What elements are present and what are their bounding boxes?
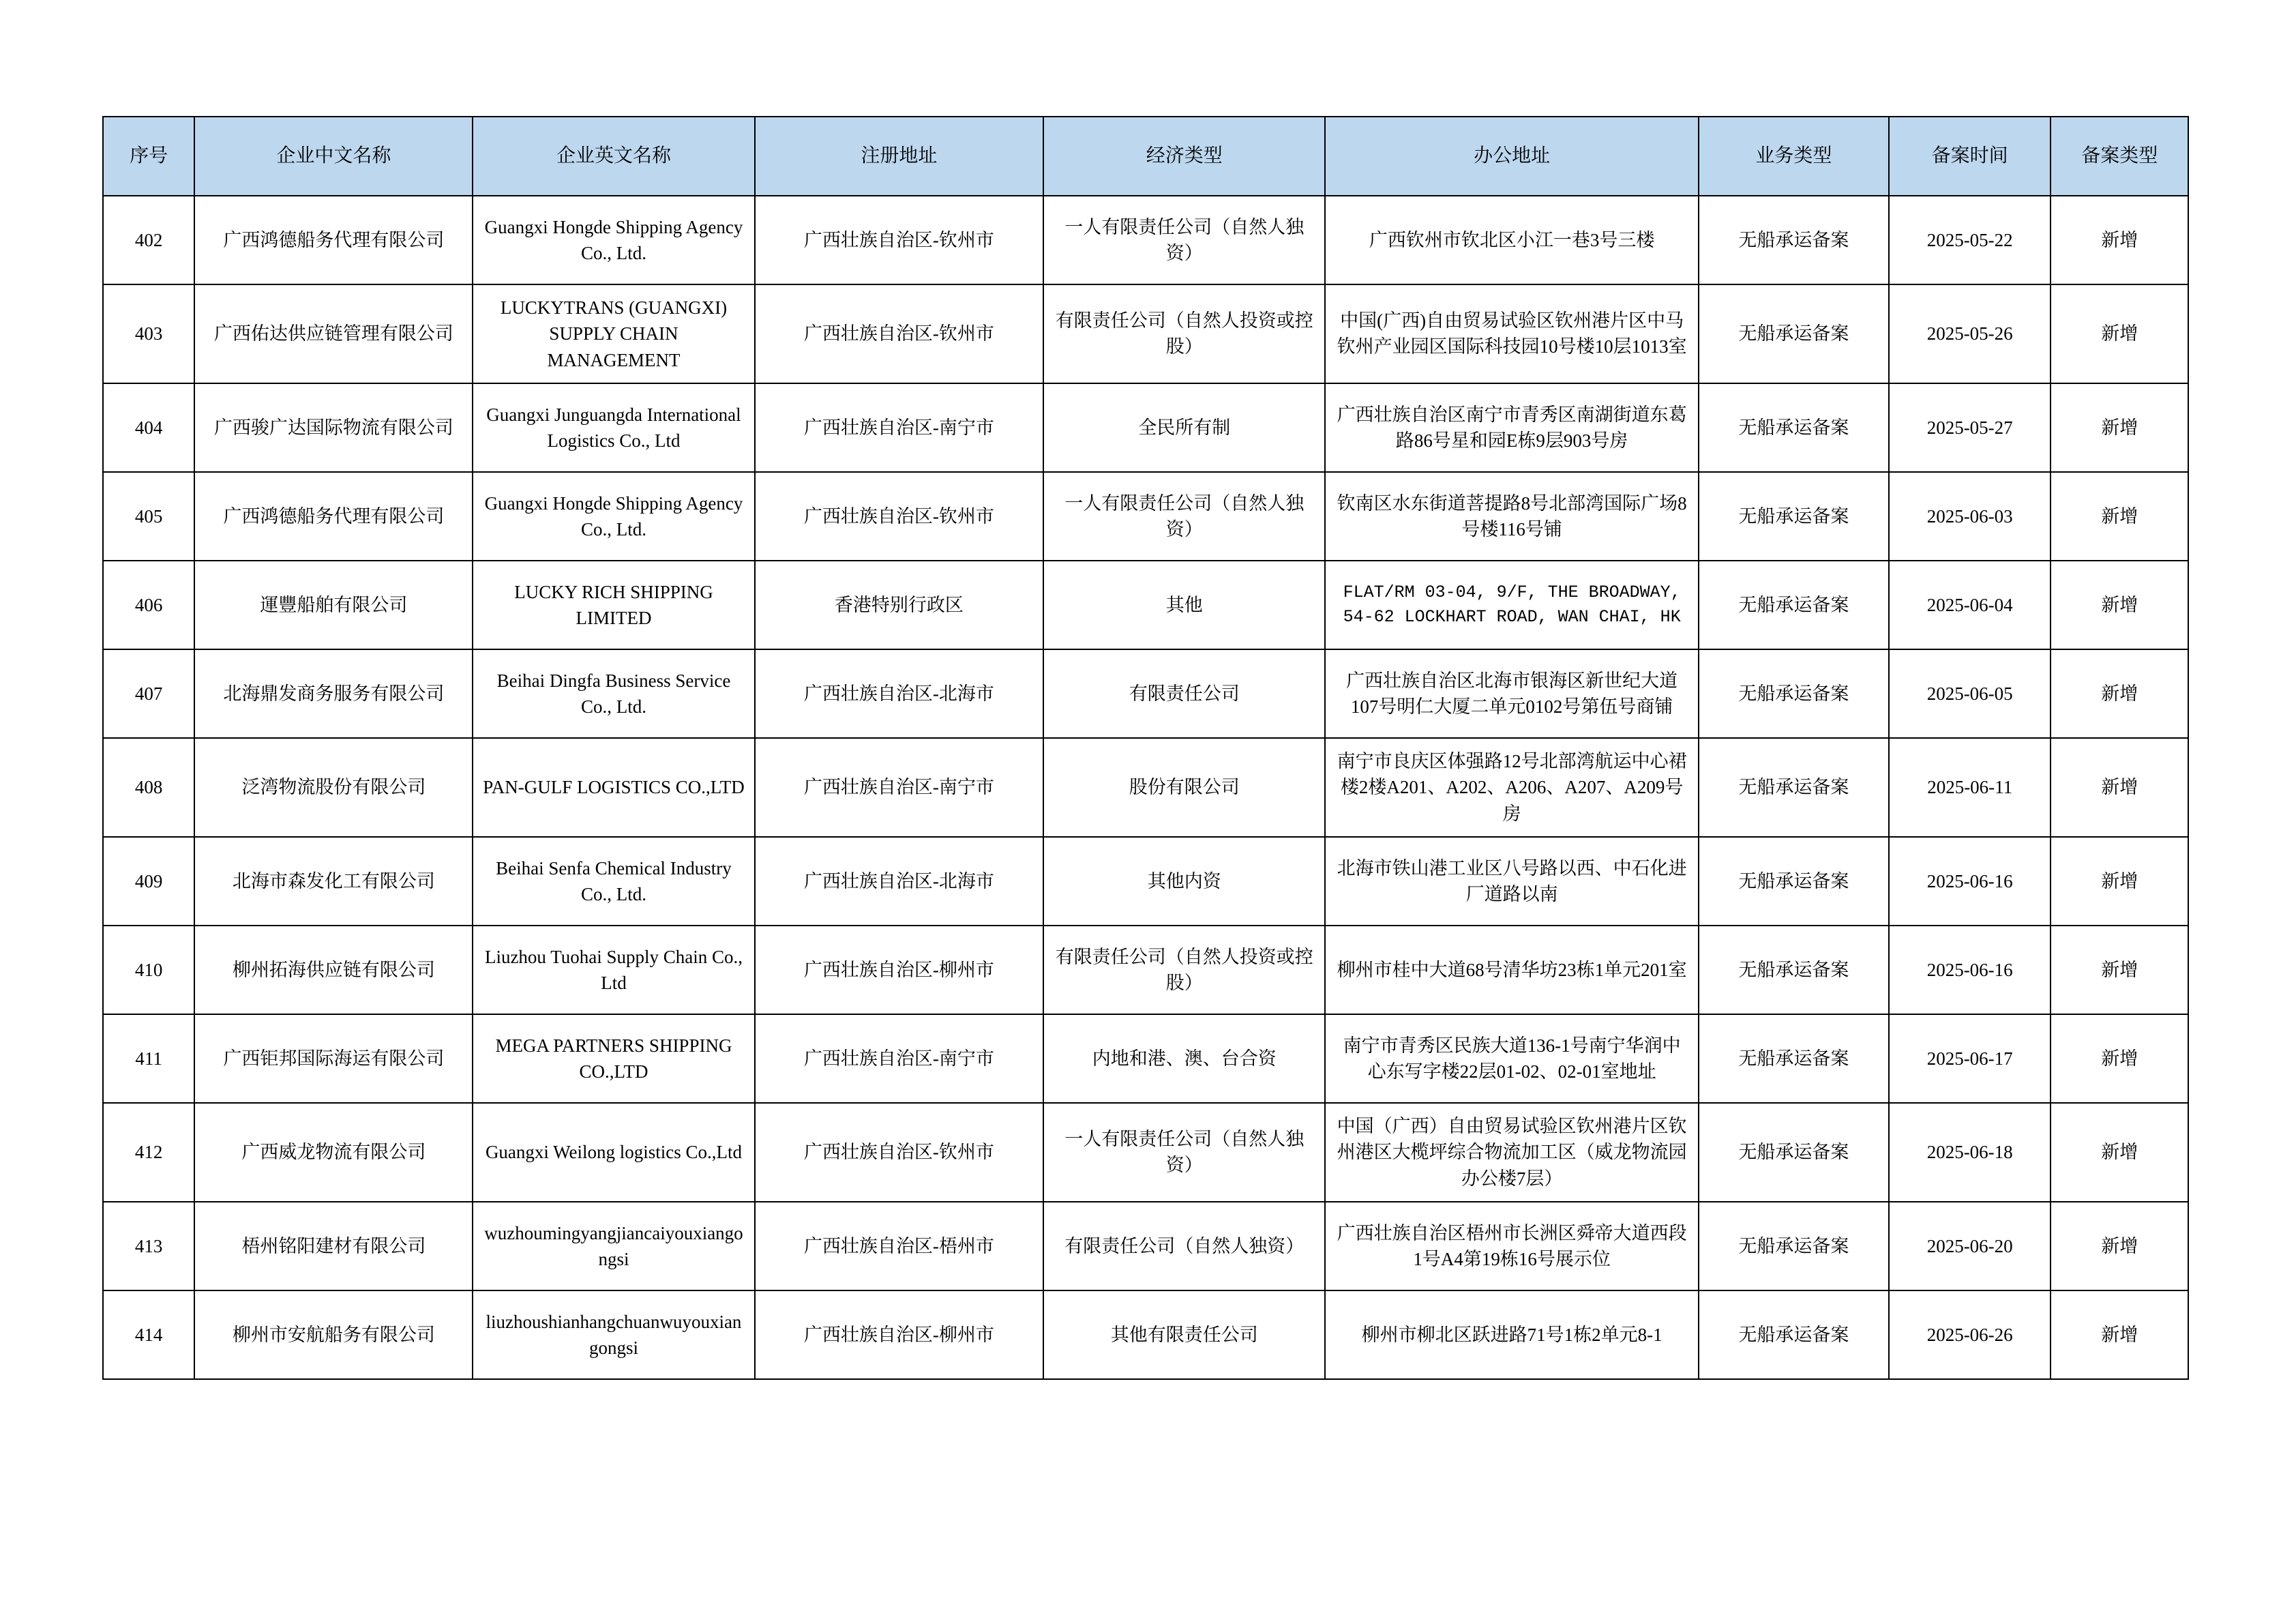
- cell-name-cn: 運豐船舶有限公司: [194, 561, 473, 649]
- cell-seq: 406: [103, 561, 194, 649]
- cell-reg-address: 广西壮族自治区-南宁市: [755, 383, 1044, 472]
- table-row: [103, 472, 2188, 561]
- cell-office-address: 钦南区水东街道菩提路8号北部湾国际广场8号楼116号铺: [1325, 472, 1699, 561]
- cell-name-en: Beihai Dingfa Business Service Co., Ltd.: [473, 649, 754, 738]
- cell-economy-type: 有限责任公司: [1043, 649, 1325, 738]
- cell-business-type: 无船承运备案: [1699, 1014, 1889, 1103]
- cell-name-en: PAN-GULF LOGISTICS CO.,LTD: [473, 738, 754, 837]
- cell-reg-address: 广西壮族自治区-钦州市: [755, 1103, 1044, 1202]
- cell-office-address: 广西壮族自治区北海市银海区新世纪大道107号明仁大厦二单元0102号第伍号商铺: [1325, 649, 1699, 738]
- table-row: [103, 1103, 2188, 1202]
- table-row: [103, 383, 2188, 472]
- cell-name-cn: 广西佑达供应链管理有限公司: [194, 284, 473, 383]
- cell-record-type: 新增: [2051, 1290, 2188, 1379]
- table-header-row: [103, 117, 2188, 196]
- cell-seq: 411: [103, 1014, 194, 1103]
- cell-seq: 403: [103, 284, 194, 383]
- cell-reg-address: 广西壮族自治区-南宁市: [755, 738, 1044, 837]
- cell-economy-type: 一人有限责任公司（自然人独资）: [1043, 196, 1325, 284]
- table-row: [103, 926, 2188, 1014]
- cell-business-type: 无船承运备案: [1699, 196, 1889, 284]
- cell-business-type: 无船承运备案: [1699, 926, 1889, 1014]
- cell-office-address: 广西钦州市钦北区小江一巷3号三楼: [1325, 196, 1699, 284]
- cell-name-en: liuzhoushianhangchuanwuyouxiangongsi: [473, 1290, 754, 1379]
- column-header-record-date: 备案时间: [1889, 117, 2051, 196]
- table-row: [103, 649, 2188, 738]
- column-header-economy-type: 经济类型: [1043, 117, 1325, 196]
- cell-name-cn: 北海鼎发商务服务有限公司: [194, 649, 473, 738]
- cell-record-type: 新增: [2051, 196, 2188, 284]
- cell-economy-type: 其他: [1043, 561, 1325, 649]
- cell-record-type: 新增: [2051, 1014, 2188, 1103]
- table-row: [103, 196, 2188, 284]
- cell-reg-address: 香港特别行政区: [755, 561, 1044, 649]
- cell-business-type: 无船承运备案: [1699, 561, 1889, 649]
- cell-name-cn: 柳州市安航船务有限公司: [194, 1290, 473, 1379]
- table-row: [103, 1202, 2188, 1290]
- cell-name-cn: 广西钜邦国际海运有限公司: [194, 1014, 473, 1103]
- cell-record-date: 2025-06-18: [1889, 1103, 2051, 1202]
- cell-record-type: 新增: [2051, 472, 2188, 561]
- cell-business-type: 无船承运备案: [1699, 383, 1889, 472]
- cell-business-type: 无船承运备案: [1699, 649, 1889, 738]
- cell-seq: 402: [103, 196, 194, 284]
- cell-name-cn: 广西威龙物流有限公司: [194, 1103, 473, 1202]
- cell-economy-type: 其他内资: [1043, 837, 1325, 926]
- cell-name-cn: 北海市森发化工有限公司: [194, 837, 473, 926]
- cell-name-en: LUCKYTRANS (GUANGXI) SUPPLY CHAIN MANAGEMENT: [473, 284, 754, 383]
- cell-record-date: 2025-06-20: [1889, 1202, 2051, 1290]
- cell-economy-type: 一人有限责任公司（自然人独资）: [1043, 1103, 1325, 1202]
- cell-record-date: 2025-06-05: [1889, 649, 2051, 738]
- cell-name-en: Guangxi Hongde Shipping Agency Co., Ltd.: [473, 472, 754, 561]
- cell-economy-type: 有限责任公司（自然人独资）: [1043, 1202, 1325, 1290]
- cell-record-date: 2025-06-04: [1889, 561, 2051, 649]
- cell-seq: 405: [103, 472, 194, 561]
- cell-record-date: 2025-06-16: [1889, 837, 2051, 926]
- cell-economy-type: 内地和港、澳、台合资: [1043, 1014, 1325, 1103]
- cell-name-cn: 泛湾物流股份有限公司: [194, 738, 473, 837]
- table-row: [103, 1014, 2188, 1103]
- cell-name-en: MEGA PARTNERS SHIPPING CO.,LTD: [473, 1014, 754, 1103]
- cell-business-type: 无船承运备案: [1699, 1290, 1889, 1379]
- cell-name-cn: 广西鸿德船务代理有限公司: [194, 196, 473, 284]
- cell-seq: 412: [103, 1103, 194, 1202]
- cell-record-date: 2025-05-26: [1889, 284, 2051, 383]
- cell-name-en: Guangxi Hongde Shipping Agency Co., Ltd.: [473, 196, 754, 284]
- cell-name-cn: 柳州拓海供应链有限公司: [194, 926, 473, 1014]
- cell-office-address: 北海市铁山港工业区八号路以西、中石化进厂道路以南: [1325, 837, 1699, 926]
- cell-name-cn: 梧州铭阳建材有限公司: [194, 1202, 473, 1290]
- cell-reg-address: 广西壮族自治区-南宁市: [755, 1014, 1044, 1103]
- cell-reg-address: 广西壮族自治区-柳州市: [755, 1290, 1044, 1379]
- cell-office-address: 中国(广西)自由贸易试验区钦州港片区中马钦州产业园区国际科技园10号楼10层1013室: [1325, 284, 1699, 383]
- cell-economy-type: 有限责任公司（自然人投资或控股）: [1043, 284, 1325, 383]
- cell-record-type: 新增: [2051, 649, 2188, 738]
- cell-office-address: 柳州市柳北区跃进路71号1栋2单元8-1: [1325, 1290, 1699, 1379]
- table-row: [103, 561, 2188, 649]
- cell-name-cn: 广西骏广达国际物流有限公司: [194, 383, 473, 472]
- cell-seq: 413: [103, 1202, 194, 1290]
- cell-economy-type: 其他有限责任公司: [1043, 1290, 1325, 1379]
- column-header-seq: 序号: [103, 117, 194, 196]
- cell-business-type: 无船承运备案: [1699, 837, 1889, 926]
- cell-office-address: 中国（广西）自由贸易试验区钦州港片区钦州港区大榄坪综合物流加工区（威龙物流园办公楼7层）: [1325, 1103, 1699, 1202]
- cell-reg-address: 广西壮族自治区-北海市: [755, 837, 1044, 926]
- column-header-office-address: 办公地址: [1325, 117, 1699, 196]
- cell-record-date: 2025-06-26: [1889, 1290, 2051, 1379]
- column-header-reg-address: 注册地址: [755, 117, 1044, 196]
- cell-seq: 409: [103, 837, 194, 926]
- cell-record-date: 2025-06-17: [1889, 1014, 2051, 1103]
- cell-economy-type: 全民所有制: [1043, 383, 1325, 472]
- cell-name-en: Beihai Senfa Chemical Industry Co., Ltd.: [473, 837, 754, 926]
- cell-office-address: 南宁市良庆区体强路12号北部湾航运中心裙楼2楼A201、A202、A206、A207、A209号房: [1325, 738, 1699, 837]
- cell-office-address: 广西壮族自治区梧州市长洲区舜帝大道西段1号A4第19栋16号展示位: [1325, 1202, 1699, 1290]
- cell-record-type: 新增: [2051, 383, 2188, 472]
- cell-business-type: 无船承运备案: [1699, 1202, 1889, 1290]
- table-body: [103, 196, 2188, 1379]
- cell-seq: 414: [103, 1290, 194, 1379]
- column-header-name-cn: 企业中文名称: [194, 117, 473, 196]
- cell-record-type: 新增: [2051, 1103, 2188, 1202]
- cell-record-date: 2025-05-22: [1889, 196, 2051, 284]
- cell-seq: 407: [103, 649, 194, 738]
- cell-record-date: 2025-06-03: [1889, 472, 2051, 561]
- cell-record-date: 2025-05-27: [1889, 383, 2051, 472]
- cell-seq: 408: [103, 738, 194, 837]
- cell-name-cn: 广西鸿德船务代理有限公司: [194, 472, 473, 561]
- cell-economy-type: 一人有限责任公司（自然人独资）: [1043, 472, 1325, 561]
- cell-reg-address: 广西壮族自治区-钦州市: [755, 196, 1044, 284]
- cell-economy-type: 有限责任公司（自然人投资或控股）: [1043, 926, 1325, 1014]
- column-header-name-en: 企业英文名称: [473, 117, 754, 196]
- cell-name-en: wuzhoumingyangjiancaiyouxiangongsi: [473, 1202, 754, 1290]
- cell-name-en: Guangxi Junguangda International Logistics Co., Ltd: [473, 383, 754, 472]
- cell-reg-address: 广西壮族自治区-柳州市: [755, 926, 1044, 1014]
- column-header-business-type: 业务类型: [1699, 117, 1889, 196]
- cell-business-type: 无船承运备案: [1699, 1103, 1889, 1202]
- cell-name-en: LUCKY RICH SHIPPING LIMITED: [473, 561, 754, 649]
- cell-record-type: 新增: [2051, 561, 2188, 649]
- cell-record-type: 新增: [2051, 738, 2188, 837]
- cell-record-date: 2025-06-11: [1889, 738, 2051, 837]
- cell-reg-address: 广西壮族自治区-梧州市: [755, 1202, 1044, 1290]
- cell-name-en: Liuzhou Tuohai Supply Chain Co., Ltd: [473, 926, 754, 1014]
- cell-business-type: 无船承运备案: [1699, 472, 1889, 561]
- cell-business-type: 无船承运备案: [1699, 738, 1889, 837]
- cell-seq: 404: [103, 383, 194, 472]
- cell-reg-address: 广西壮族自治区-钦州市: [755, 472, 1044, 561]
- cell-name-en: Guangxi Weilong logistics Co.,Ltd: [473, 1103, 754, 1202]
- cell-record-type: 新增: [2051, 284, 2188, 383]
- enterprise-filing-table: [102, 116, 2189, 1380]
- cell-office-address: 广西壮族自治区南宁市青秀区南湖街道东葛路86号星和园E栋9层903号房: [1325, 383, 1699, 472]
- cell-business-type: 无船承运备案: [1699, 284, 1889, 383]
- table-row: [103, 837, 2188, 926]
- cell-office-address: 柳州市桂中大道68号清华坊23栋1单元201室: [1325, 926, 1699, 1014]
- column-header-record-type: 备案类型: [2051, 117, 2188, 196]
- table-header: [103, 117, 2188, 196]
- cell-office-address: FLAT/RM 03-04, 9/F, THE BROADWAY, 54-62 LOCKHART ROAD, WAN CHAI, HK: [1325, 561, 1699, 649]
- cell-record-type: 新增: [2051, 1202, 2188, 1290]
- cell-economy-type: 股份有限公司: [1043, 738, 1325, 837]
- table-row: [103, 738, 2188, 837]
- cell-record-type: 新增: [2051, 926, 2188, 1014]
- cell-record-date: 2025-06-16: [1889, 926, 2051, 1014]
- table-row: [103, 284, 2188, 383]
- cell-record-type: 新增: [2051, 837, 2188, 926]
- cell-reg-address: 广西壮族自治区-北海市: [755, 649, 1044, 738]
- table-row: [103, 1290, 2188, 1379]
- cell-seq: 410: [103, 926, 194, 1014]
- cell-office-address: 南宁市青秀区民族大道136-1号南宁华润中心东写字楼22层01-02、02-01室地址: [1325, 1014, 1699, 1103]
- cell-reg-address: 广西壮族自治区-钦州市: [755, 284, 1044, 383]
